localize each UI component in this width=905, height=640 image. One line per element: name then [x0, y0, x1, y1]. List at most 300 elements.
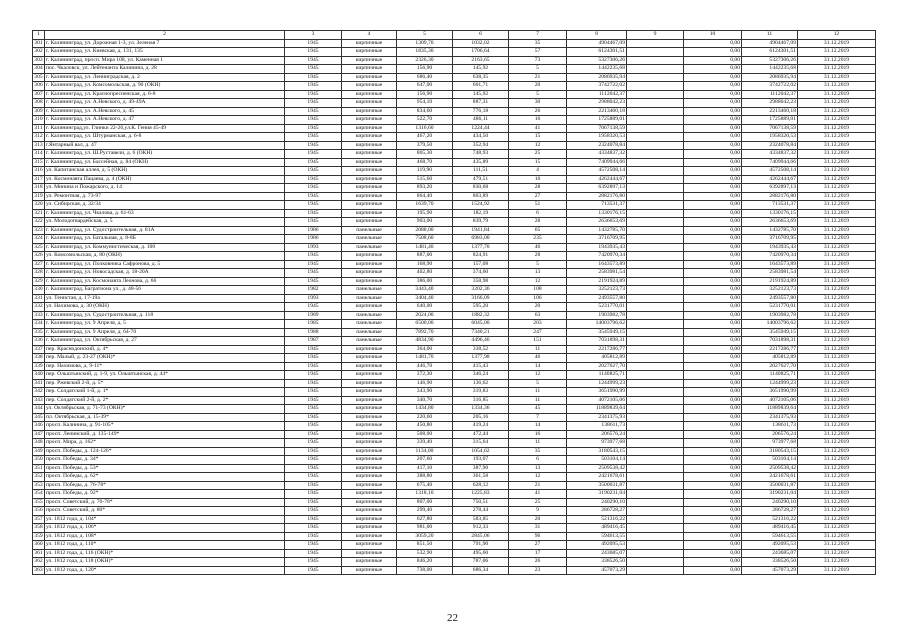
table-cell: 308	[34, 99, 43, 105]
table-cell: кирпичные	[342, 566, 397, 575]
table-cell: 1993	[285, 243, 342, 252]
table-row	[33, 269, 876, 278]
table-cell: кирпичные	[342, 192, 397, 201]
table-cell: 0,00	[684, 549, 742, 558]
table-row	[33, 447, 876, 456]
table-cell: кирпичные	[342, 549, 397, 558]
table-cell: 0,00	[684, 405, 742, 414]
table-cell: 334	[34, 320, 43, 326]
table-cell: 316	[34, 167, 43, 173]
table-cell: 0,00	[684, 481, 742, 490]
table-cell: 31.12.2019	[798, 498, 876, 507]
table-cell: 4072105,06	[742, 396, 798, 405]
table-cell: пер. Солдатский 1-й, д. 1*	[45, 388, 285, 397]
table-cell: 3252123,73	[742, 286, 798, 295]
table-cell	[627, 303, 684, 312]
table-cell: 1945	[285, 481, 342, 490]
table-cell: 23	[509, 566, 567, 575]
table-cell: 14003796,62	[742, 320, 798, 329]
table-row	[33, 218, 876, 227]
table-cell: 1945	[285, 65, 342, 74]
table-cell: 352	[34, 473, 43, 479]
table-cell: 31.12.2019	[798, 549, 876, 558]
table-cell: 2324078,84	[742, 141, 798, 150]
table-cell: 3651990,99	[742, 388, 798, 397]
table-cell	[627, 498, 684, 507]
table-cell: пер. Ольштынский, д. 1-9, ул. Ольштынская, д. 44*	[45, 371, 285, 380]
table-cell: кирпичные	[342, 107, 397, 116]
table-cell: 31.12.2019	[798, 388, 876, 397]
table-cell	[627, 73, 684, 82]
table-cell: ул. 1812 года, д. 116 (ОКН)*	[45, 549, 285, 558]
table-cell: 332	[34, 303, 43, 309]
table-cell: 0,00	[684, 141, 742, 150]
table-cell: 20	[509, 515, 567, 524]
table-cell: 0,00	[684, 371, 742, 380]
table-cell: 31.12.2019	[798, 294, 876, 303]
table-cell: 31.12.2019	[798, 226, 876, 235]
table-cell: 713531,37	[567, 201, 627, 210]
table-cell: 5	[509, 90, 567, 99]
table-cell: 1330176,15	[567, 209, 627, 218]
table-cell: 2213460,18	[742, 107, 798, 116]
table-cell: панельные	[342, 311, 397, 320]
table-cell	[627, 405, 684, 414]
table-cell: 0,00	[684, 439, 742, 448]
table-cell: 203	[509, 320, 567, 329]
table-cell: 2882176,80	[742, 192, 798, 201]
table-cell: 1377,70	[453, 243, 509, 252]
table-cell: 2213460,18	[567, 107, 627, 116]
table-cell: 374,60	[453, 269, 509, 278]
table-cell: 1945	[285, 532, 342, 541]
table-cell: 5327306,26	[742, 56, 798, 65]
table-cell: 486,11	[453, 116, 509, 125]
table-cell: ул. 1812 года, д. 104*	[45, 515, 285, 524]
table-cell: 31.12.2019	[798, 124, 876, 133]
table-cell: 31.12.2019	[798, 150, 876, 159]
column-header: 7	[509, 31, 567, 40]
table-row	[33, 464, 876, 473]
table-row	[33, 507, 876, 516]
table-row	[33, 192, 876, 201]
table-cell: 326	[34, 252, 43, 258]
table-cell: 338	[34, 354, 43, 360]
table-cell: 1945	[285, 39, 342, 48]
table-cell: 16	[509, 116, 567, 125]
table-cell: 388,80	[397, 473, 453, 482]
table-cell: 0,00	[684, 396, 742, 405]
table-cell: пл. Октябрьская, д. 15-39*	[45, 413, 285, 422]
table-cell: 893,20	[397, 184, 453, 193]
table-cell: кирпичные	[342, 515, 397, 524]
column-header: 10	[684, 31, 742, 40]
table-cell: 2988042,23	[742, 99, 798, 108]
table-cell: 206576,24	[742, 430, 798, 439]
table-cell: 96	[509, 532, 567, 541]
table-cell: 353	[34, 481, 43, 488]
table-cell: 1442235,68	[742, 65, 798, 74]
table-cell: пер. Краснодонский, д. 4*	[45, 345, 285, 354]
table-cell: 1945	[285, 201, 342, 210]
table-cell: 3180543,15	[742, 447, 798, 456]
table-cell: 824,91	[453, 252, 509, 261]
table-cell: 31.12.2019	[798, 558, 876, 567]
register-sheet	[32, 30, 876, 575]
table-cell: 31.12.2019	[798, 73, 876, 82]
table-cell: 31.12.2019	[798, 507, 876, 516]
table-cell: 240290,10	[742, 498, 798, 507]
table-cell: 235	[509, 235, 567, 244]
table-cell: 503104,14	[567, 456, 627, 465]
table-cell: 31.12.2019	[798, 337, 876, 346]
table-cell: 2086935,94	[567, 73, 627, 82]
table-cell: 0,00	[684, 73, 742, 82]
table-cell: 1134,00	[397, 447, 453, 456]
table-cell: г. Калининград, ул. Ленинградская, д. 2	[45, 73, 285, 82]
table-cell: 7067138,59	[742, 124, 798, 133]
table-cell: 328	[34, 269, 43, 275]
table-cell: 41	[509, 124, 567, 133]
table-cell: 28	[509, 252, 567, 261]
table-cell: 1945	[285, 396, 342, 405]
table-cell: 31.12.2019	[798, 82, 876, 91]
table-cell: 358	[34, 524, 43, 530]
table-cell: пер. Ржевский 2-й, д. 5*	[45, 379, 285, 388]
table-row	[33, 524, 876, 533]
table-cell: 1945	[285, 133, 342, 142]
table-cell: 1945	[285, 430, 342, 439]
table-cell: ул. 1812 года, д. 120*	[45, 566, 285, 575]
table-cell: 386,00	[397, 277, 453, 286]
table-cell: 0,00	[684, 456, 742, 465]
table-cell	[627, 209, 684, 218]
table-cell: 468,70	[397, 158, 453, 167]
table-cell: 1982	[285, 286, 342, 295]
table-cell: 146,90	[397, 379, 453, 388]
table-cell: 31.12.2019	[798, 192, 876, 201]
table-row	[33, 413, 876, 422]
table-cell: просп. Мира, д. 162*	[45, 439, 285, 448]
table-cell: г. Калининград,ул. Глинки 22-26,ул.К. Гения 45-49	[45, 124, 285, 133]
table-cell: 4334837,32	[567, 150, 627, 159]
table-cell	[627, 566, 684, 575]
table-cell: кирпичные	[342, 277, 397, 286]
table-cell: 338526,50	[567, 558, 627, 567]
table-cell: 195,90	[397, 209, 453, 218]
table-cell: 1945	[285, 524, 342, 533]
table-cell: 11	[509, 396, 567, 405]
table-cell: 31.12.2019	[798, 541, 876, 550]
table-cell: 311	[34, 124, 43, 131]
table-cell: 595,20	[453, 303, 509, 312]
table-cell: 325	[34, 243, 43, 250]
table-cell: кирпичные	[342, 141, 397, 150]
table-cell	[627, 218, 684, 227]
table-cell: 341	[34, 379, 43, 386]
table-cell: 205,16	[453, 413, 509, 422]
table-cell: 319	[34, 192, 43, 199]
table-cell: кирпичные	[342, 99, 397, 108]
table-cell: пер. Нахимова, д. 9-11*	[45, 362, 285, 371]
table-cell: 1945	[285, 558, 342, 567]
table-cell: 31.12.2019	[798, 371, 876, 380]
table-row	[33, 73, 876, 82]
table-cell: 2088,00	[397, 226, 453, 235]
table-cell: 1945	[285, 447, 342, 456]
table-cell: 1943935,43	[567, 243, 627, 252]
table-row	[33, 311, 876, 320]
table-cell: просп. Победы, д. 124-126*	[45, 447, 285, 456]
table-cell: 25	[509, 498, 567, 507]
table-cell: 339	[34, 362, 43, 369]
table-cell: 846,20	[397, 558, 453, 567]
table-cell: г. Калининград, ул. Штурманская, д. 6-8	[45, 133, 285, 142]
table-cell: панельные	[342, 320, 397, 329]
table-cell: 46	[509, 354, 567, 363]
table-cell: 31.12.2019	[798, 456, 876, 465]
table-cell: 1524,92	[453, 201, 509, 210]
table-cell: 6500,00	[397, 320, 453, 329]
table-cell: 362	[34, 558, 43, 564]
table-cell: 7409944,66	[742, 158, 798, 167]
table-cell: г. Калининград, ул. Новосадская, д. 18-20А	[45, 269, 285, 278]
table-cell: 1986	[285, 235, 342, 244]
table-cell: 31.12.2019	[798, 56, 876, 65]
table-cell: 1945	[285, 116, 342, 125]
table-cell: 15	[509, 158, 567, 167]
table-cell: 220,60	[397, 413, 453, 422]
table-cell: 2583981,54	[567, 269, 627, 278]
table-cell: 331	[34, 294, 43, 301]
table-cell: 336	[34, 337, 43, 343]
table-cell: 405812,89	[567, 354, 627, 363]
table-cell: 1945	[285, 456, 342, 465]
table-cell: 0,00	[684, 294, 742, 303]
table-cell: 1988	[285, 328, 342, 337]
table-cell: панельные	[342, 294, 397, 303]
table-cell: 278,44	[453, 507, 509, 516]
table-cell: 973977,68	[742, 439, 798, 448]
table-cell: 26	[509, 558, 567, 567]
table-cell: кирпичные	[342, 124, 397, 133]
table-cell: 492095,53	[742, 541, 798, 550]
table-cell: 31.12.2019	[798, 311, 876, 320]
table-cell: 31.12.2019	[798, 277, 876, 286]
table-cell: 145,92	[453, 90, 509, 99]
table-cell: 0,00	[684, 150, 742, 159]
table-cell: 240290,10	[567, 498, 627, 507]
table-cell: 2583981,54	[742, 269, 798, 278]
table-cell: 0,00	[684, 184, 742, 193]
column-header: 6	[453, 31, 509, 40]
table-cell: 31.12.2019	[798, 354, 876, 363]
table-cell: 14	[509, 422, 567, 431]
table-cell: 0,00	[684, 107, 742, 116]
table-cell: 2493557,80	[567, 294, 627, 303]
table-cell: 16	[509, 175, 567, 184]
table-cell: 954,10	[397, 99, 453, 108]
table-cell: 3500031,87	[567, 481, 627, 490]
table-row	[33, 439, 876, 448]
table-cell	[627, 558, 684, 567]
table-cell: 594613,55	[567, 532, 627, 541]
table-cell: 157,08	[453, 260, 509, 269]
table-cell: 21	[509, 73, 567, 82]
table-cell: кирпичные	[342, 252, 397, 261]
table-row	[33, 532, 876, 541]
table-cell: 686,34	[453, 566, 509, 575]
table-cell: 803,89	[453, 192, 509, 201]
table-cell: кирпичные	[342, 150, 397, 159]
table-cell: 340	[34, 371, 43, 377]
table-cell: 4262444,67	[567, 175, 627, 184]
table-cell: 6	[509, 209, 567, 218]
table-cell: кирпичные	[342, 388, 397, 397]
table-cell: 31.12.2019	[798, 116, 876, 125]
table-cell	[627, 473, 684, 482]
table-cell: 0,00	[684, 158, 742, 167]
table-cell: 358,98	[453, 277, 509, 286]
table-cell: 1945	[285, 405, 342, 414]
table-row	[33, 303, 876, 312]
table-cell: кирпичные	[342, 481, 397, 490]
table-cell: панельные	[342, 286, 397, 295]
table-cell: 1244999,23	[742, 379, 798, 388]
table-cell: 1643573,89	[567, 260, 627, 269]
table-cell: 2421678,61	[567, 473, 627, 482]
table-cell: 2191924,89	[567, 277, 627, 286]
table-cell: 434,50	[453, 133, 509, 142]
table-cell	[627, 252, 684, 261]
table-cell: 1945	[285, 362, 342, 371]
table-cell: 7	[509, 413, 567, 422]
table-cell: 0,00	[684, 201, 742, 210]
table-cell: 321	[34, 209, 43, 216]
table-cell: 344	[34, 405, 43, 411]
table-cell: 31.12.2019	[798, 447, 876, 456]
table-cell: 1309,70	[397, 39, 453, 48]
table-cell: 31.12.2019	[798, 209, 876, 218]
table-cell: 0,00	[684, 311, 742, 320]
table-cell: 31.12.2019	[798, 328, 876, 337]
table-cell: 2493557,80	[742, 294, 798, 303]
table-row	[33, 388, 876, 397]
table-cell	[627, 56, 684, 65]
column-header: 5	[397, 31, 453, 40]
table-cell	[627, 430, 684, 439]
table-cell: 151	[509, 337, 567, 346]
table-cell: 830,68	[453, 184, 509, 193]
table-cell: 1639,70	[397, 201, 453, 210]
table-cell: 31.12.2019	[798, 413, 876, 422]
table-cell: 0,00	[684, 39, 742, 48]
table-cell: 0,00	[684, 430, 742, 439]
table-cell: 1882,32	[453, 311, 509, 320]
table-cell: 348	[34, 439, 43, 445]
table-cell: 51	[509, 201, 567, 210]
table-cell: 31.12.2019	[798, 269, 876, 278]
table-cell: 323	[34, 226, 43, 233]
table-cell	[627, 524, 684, 533]
table-cell: 3716709,95	[742, 235, 798, 244]
table-cell: г. Калининград, ул. Судостроительная, д. 118	[45, 311, 285, 320]
table-cell: 11889839,64	[742, 405, 798, 414]
table-cell: 12	[509, 371, 567, 380]
table-cell: 1945	[285, 141, 342, 150]
table-cell: 6	[509, 456, 567, 465]
table-cell: 12	[509, 141, 567, 150]
table-cell: 3742722,02	[567, 82, 627, 91]
table-cell: 7420970,34	[567, 252, 627, 261]
table-cell	[627, 464, 684, 473]
table-cell: 0,00	[684, 124, 742, 133]
table-cell: кирпичные	[342, 116, 397, 125]
table-cell: 435,89	[453, 158, 509, 167]
table-cell: 360	[34, 541, 43, 547]
table-cell: 402,80	[397, 269, 453, 278]
table-cell: 1945	[285, 56, 342, 65]
table-cell: 1835,30	[397, 48, 453, 57]
table-row	[33, 150, 876, 159]
table-cell: 14	[509, 362, 567, 371]
table-cell: г. Калининград, ул. А.Невского, д. 47	[45, 116, 285, 125]
table-cell: 1318,10	[397, 490, 453, 499]
table-row	[33, 541, 876, 550]
table-cell: 0,00	[684, 541, 742, 550]
table-cell	[627, 150, 684, 159]
table-cell: 1987	[285, 337, 342, 346]
table-cell: кирпичные	[342, 422, 397, 431]
table-cell: 31.12.2019	[798, 260, 876, 269]
table-cell	[627, 422, 684, 431]
table-cell: 472,44	[453, 430, 509, 439]
table-cell: 4072105,06	[567, 396, 627, 405]
table-cell: 1958320,53	[742, 133, 798, 142]
table-cell: 0,00	[684, 379, 742, 388]
table-cell: г. Калининград, ул. Октябрьская, д. 27	[45, 337, 285, 346]
table-cell: 12	[509, 277, 567, 286]
table-cell	[627, 192, 684, 201]
table-cell: 1986	[285, 226, 342, 235]
table-cell: 1945	[285, 566, 342, 575]
table-cell: кирпичные	[342, 558, 397, 567]
table-cell: 0,00	[684, 167, 742, 176]
table-cell	[627, 507, 684, 516]
table-cell: 31.12.2019	[798, 48, 876, 57]
table-cell: просп. Победы, д. 92*	[45, 490, 285, 499]
table-cell: панельные	[342, 226, 397, 235]
table-cell	[627, 320, 684, 329]
table-row	[33, 558, 876, 567]
table-cell: 31.12.2019	[798, 524, 876, 533]
table-row	[33, 226, 876, 235]
column-header: 2	[45, 31, 285, 40]
table-cell: 31.12.2019	[798, 490, 876, 499]
table-cell: 1945	[285, 515, 342, 524]
table-row	[33, 235, 876, 244]
table-cell: 1945	[285, 473, 342, 482]
table-row	[33, 124, 876, 133]
table-cell: 31.12.2019	[798, 566, 876, 575]
table-cell: ул. Нахимова, д. 30 (ОКН)	[45, 303, 285, 312]
table-cell: 1945	[285, 303, 342, 312]
table-cell: кирпичные	[342, 405, 397, 414]
table-cell: 305	[34, 73, 43, 80]
table-cell: 1377,98	[453, 354, 509, 363]
table-cell: 5	[509, 65, 567, 74]
table-cell: 0,00	[684, 65, 742, 74]
